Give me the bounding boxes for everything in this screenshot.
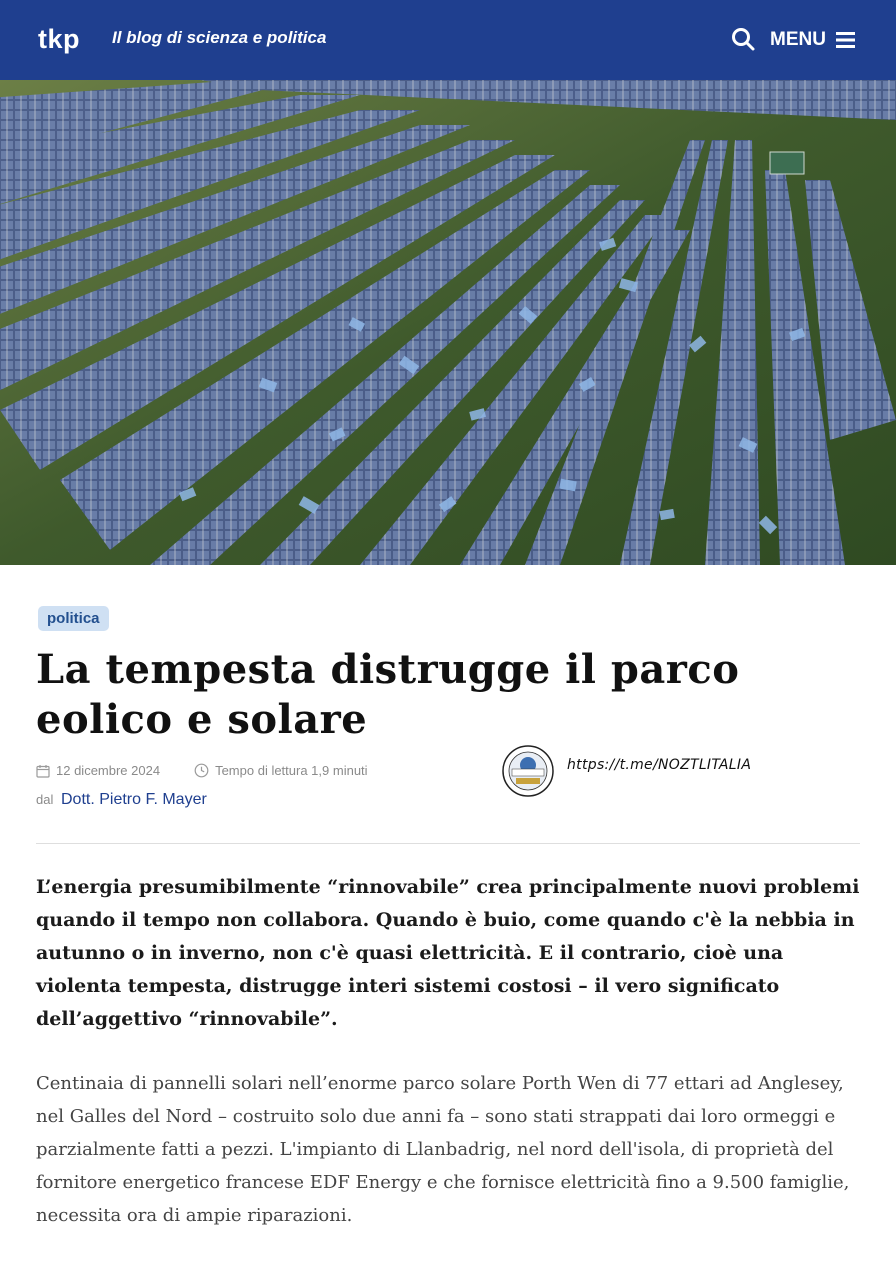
reading-time <box>194 763 367 778</box>
article-lead: L’energia presumibilmente “rinnovabile” crea principalmente nuovi problemi quando il tempo non collabora. Quando è buio, come quando c'è la nebbia in autunno o in inverno, non c'è quasi elettricità. E il contrario, cioè una violenta tempesta, distrugge interi sistemi costosi – il vero significato dell’aggettivo “rinnovabile”. <box>36 876 860 1030</box>
menu-button[interactable] <box>770 26 856 54</box>
article-title: La tempesta distrugge il parco eolico e solare <box>36 646 740 743</box>
search-icon <box>730 26 756 52</box>
site-header <box>0 0 896 80</box>
divider <box>36 843 860 844</box>
menu-label: MENU <box>770 29 826 50</box>
solar-farm-photo <box>0 80 896 565</box>
article-meta <box>36 763 402 778</box>
publish-date <box>36 763 160 778</box>
clock-icon <box>194 763 209 778</box>
hamburger-icon <box>836 31 856 49</box>
site-tagline: Il blog di scienza e politica <box>112 28 327 47</box>
article-body: Centinaia di pannelli solari nell’enorme parco solare Porth Wen di 77 ettari ad Anglesey, nel Galles del Nord – costruito solo due anni fa – sono stati strappati dai loro ormeggi e parzialmente fatti a pezzi. L'impianto di Llanbadrig, nel nord dell'isola, di proprietà del fornitore energetico francese EDF Energy e che fornisce elettricità fino a 9.500 famiglie, necessita ora di ampie riparazioni. <box>36 1073 850 1226</box>
site-logo[interactable]: tkp <box>38 24 80 54</box>
hero-image <box>0 80 896 565</box>
byline <box>36 791 207 809</box>
author-prefix: dal <box>36 792 54 807</box>
search-button[interactable] <box>730 26 756 52</box>
channel-badge-icon <box>502 745 554 797</box>
reading-time-text: Tempo di lettura 1,9 minuti <box>215 763 368 778</box>
author-link[interactable]: Dott. Pietro F. Mayer <box>60 791 207 808</box>
telegram-link[interactable]: https://t.me/NOZTLITALIA <box>567 757 752 773</box>
calendar-icon <box>36 764 50 778</box>
category-tag[interactable]: politica <box>38 606 109 631</box>
publish-date-text: 12 dicembre 2024 <box>56 763 161 778</box>
